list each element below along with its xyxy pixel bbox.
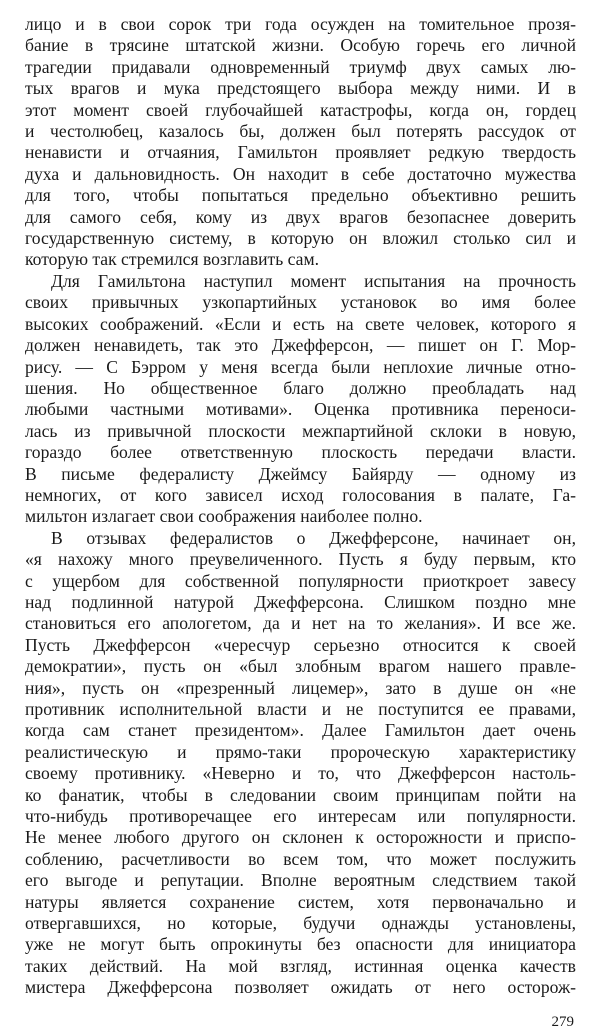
text-line: демократии», пусть он «был злобным врагом нашего правле-	[25, 656, 576, 677]
text-line: уже не могут быть опрокинуты без опасности для инициатора	[25, 934, 576, 955]
text-line: натуры является сохранение систем, хотя первоначально и	[25, 891, 576, 912]
text-line: с ущербом для собственной популярности приоткроет завесу	[25, 570, 576, 591]
text-line: ко фанатик, чтобы в следовании своим принципам пойти на	[25, 784, 576, 805]
text-line: лицо и в свои сорок три года осужден на томительное прозя-	[25, 14, 576, 34]
text-line: когда сам станет президентом». Далее Гамильтон дает очень	[25, 720, 576, 741]
text-line: Пусть Джефферсон «чересчур серьезно относится к своей	[25, 634, 576, 655]
text-line: соблению, расчетливости во всем том, что может послужить	[25, 848, 576, 869]
text-line: Не менее любого другого он склонен к осторожности и приспо-	[25, 827, 576, 848]
text-line: реалистическую и прямо-таки пророческую характеристику	[25, 741, 576, 762]
text-line: этот момент своей глубочайшей катастрофы, когда он, гордец	[25, 99, 576, 120]
text-line: его выгоде и репутации. Вполне вероятным следствием такой	[25, 870, 576, 891]
paragraph	[25, 528, 576, 999]
text-line: «я нахожу много преувеличенного. Пусть я буду первым, кто	[25, 549, 576, 570]
text-line: для самого себя, кому из двух врагов безопаснее доверить	[25, 206, 576, 227]
text-line: своему противнику. «Неверно и то, что Джефферсон настоль-	[25, 763, 576, 784]
page-number: 279	[551, 1014, 574, 1030]
text-line: В письме федералисту Джеймсу Байярду — одному из	[25, 463, 576, 484]
page-body-text	[25, 14, 576, 999]
text-line: должен ненавидеть, так это Джефферсон, — пишет он Г. Мор-	[25, 335, 576, 356]
text-line: мильтон излагает свои соображения наиболее полно.	[25, 506, 423, 527]
text-line: любыми частными мотивами». Оценка противника переноси-	[25, 399, 576, 420]
text-line: ния», пусть он «презренный лицемер», зато в душе он «не	[25, 677, 576, 698]
text-line: мистера Джефферсона позволяет ожидать от него осторож-	[25, 977, 576, 998]
text-line: немногих, от кого зависел исход голосования в палате, Га-	[25, 484, 576, 505]
text-line: своих привычных узкопартийных установок во имя более	[25, 292, 576, 313]
text-line: что-нибудь противоречащее его интересам или популярности.	[25, 806, 576, 827]
text-line: противник исполнительной власти и не поступится ее правами,	[25, 699, 576, 719]
text-line: для того, чтобы попытаться предельно объективно решить	[25, 185, 576, 206]
text-line: гораздо более ответственную плоскость передачи власти.	[25, 442, 576, 463]
text-line: ненависти и отчаяния, Гамильтон проявляет редкую твердость	[25, 142, 576, 163]
text-line: духа и дальновидность. Он находит в себе достаточно мужества	[25, 163, 576, 184]
text-line: таких действий. На мой взгляд, истинная оценка качеств	[25, 955, 576, 976]
text-line: государственную систему, в которую он вложил столько сил и	[25, 228, 576, 249]
text-line: лась из привычной плоскости межпартийной склоки в новую,	[25, 420, 576, 441]
text-line: тых врагов и мука предстоящего выбора между ними. И в	[25, 78, 576, 99]
paragraph	[25, 271, 576, 528]
text-line: отвергавшихся, но которые, будучи однажды установлены,	[25, 913, 576, 934]
text-line: высоких соображений. «Если и есть на свете человек, которого я	[25, 313, 576, 334]
text-line: шения. Но общественное благо должно преобладать над	[25, 377, 576, 398]
text-line: становиться его апологетом, да и нет на то желания». И все же.	[25, 613, 576, 634]
paragraph	[25, 14, 576, 271]
text-line: Для Гамильтона наступил момент испытания на прочность	[51, 270, 576, 291]
text-line: над подлинной натурой Джефферсона. Слишком поздно мне	[25, 591, 576, 612]
text-line: бание в трясине штатской жизни. Особую горечь его личной	[25, 35, 576, 56]
text-line: и честолюбец, казалось бы, должен был потерять рассудок от	[25, 121, 576, 142]
text-line: В отзывах федералистов о Джефферсоне, начинает он,	[51, 527, 576, 548]
text-line: которую так стремился возглавить сам.	[25, 249, 320, 270]
text-line: трагедии придавали одновременный триумф двух самых лю-	[25, 56, 576, 77]
text-line: рису. — С Бэрром у меня всегда были неплохие личные отно-	[25, 356, 576, 377]
